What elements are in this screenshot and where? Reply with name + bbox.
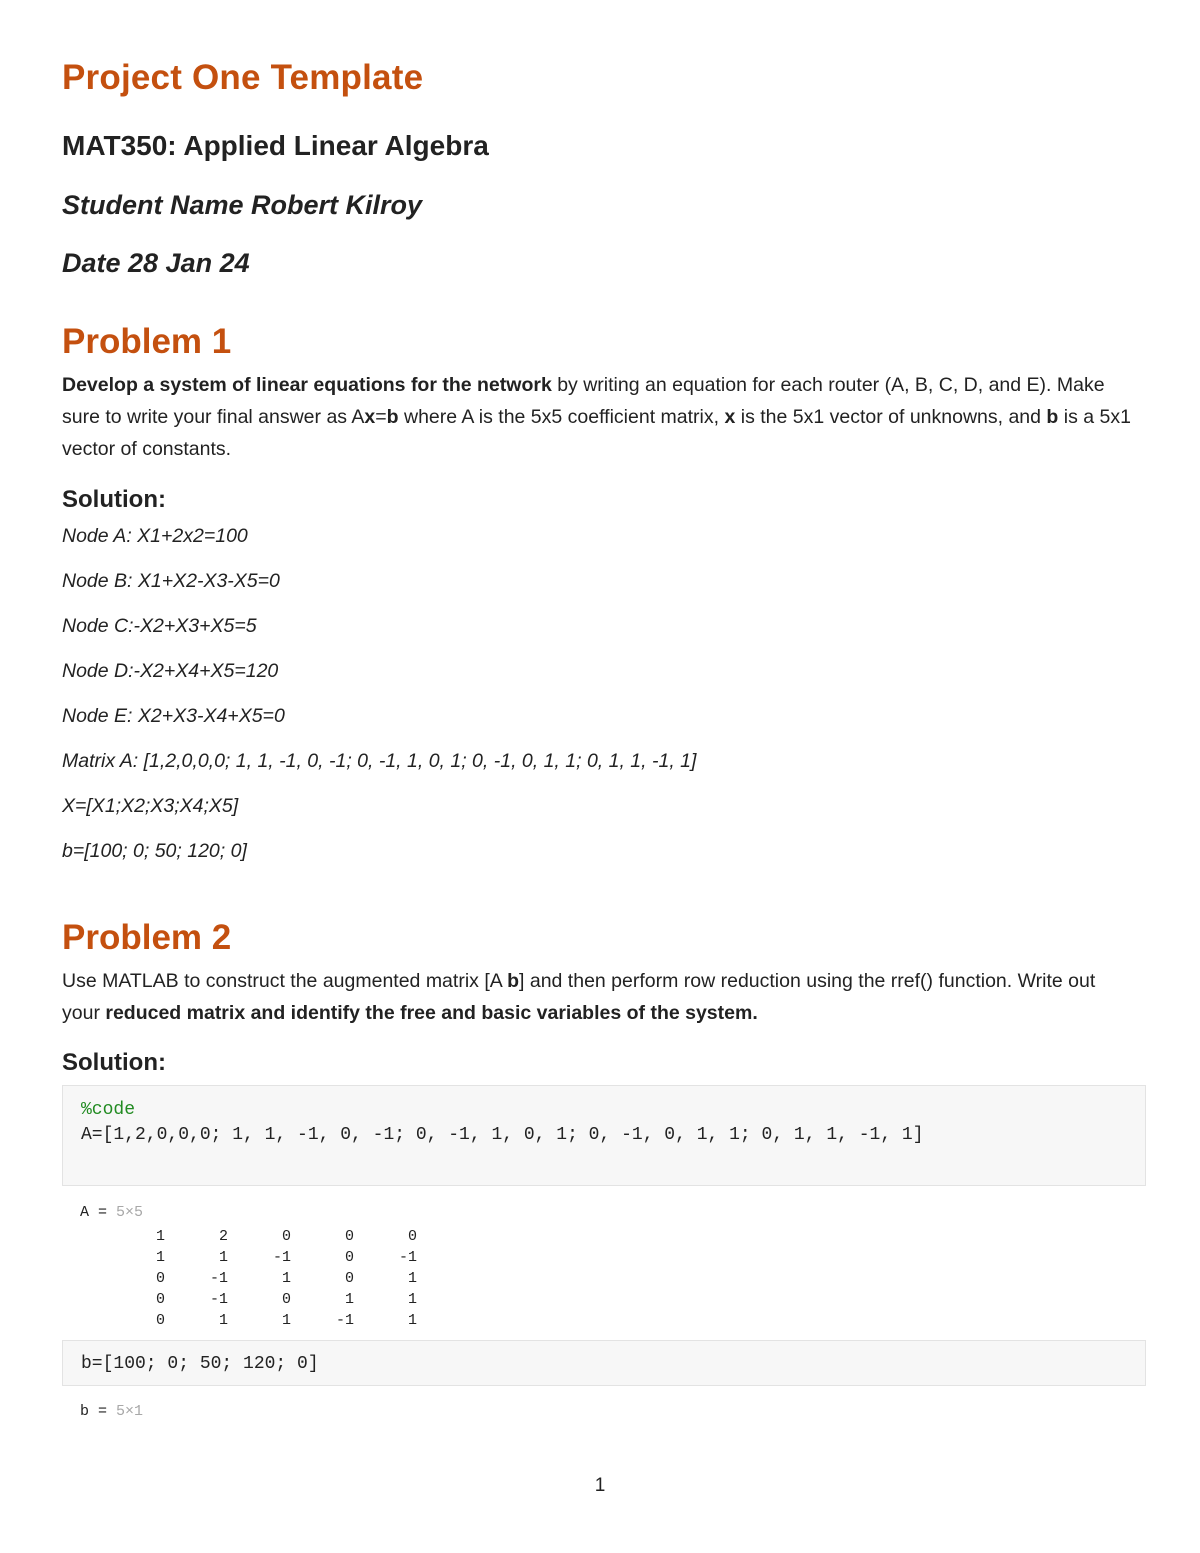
matrix-cell: 0 (155, 1270, 165, 1287)
code-cell-vector-b[interactable] (62, 1340, 1146, 1386)
solution-line-x-vector: X=[X1;X2;X3;X4;X5] (62, 795, 239, 817)
matrix-cell: 1 (407, 1291, 417, 1308)
matrix-cell: 0 (281, 1228, 291, 1245)
solution-line-matrix-a: Matrix A: [1,2,0,0,0; 1, 1, -1, 0, -1; 0, -1, 1, 0, 1; 0, -1, 0, 1, 1; 0, 1, 1, -1, 1] (62, 750, 697, 772)
prompt-emphasis: b (507, 970, 520, 992)
matrix-cell: 1 (407, 1312, 417, 1329)
code-comment: %code (81, 1100, 136, 1120)
problem-2-solution-label: Solution: (62, 1049, 166, 1076)
problem-1-prompt (62, 369, 1132, 465)
matrix-cell: 1 (281, 1312, 291, 1329)
matrix-cell: 1 (281, 1270, 291, 1287)
output-b-label (80, 1403, 143, 1420)
prompt-emphasis: b (386, 406, 399, 428)
code-line: b=[100; 0; 50; 120; 0] (81, 1354, 319, 1374)
matrix-cell: -1 (209, 1291, 228, 1308)
matrix-cell: 0 (407, 1228, 417, 1245)
matrix-cell: 1 (218, 1312, 228, 1329)
matrix-cell: -1 (398, 1249, 417, 1266)
matrix-cell: 0 (344, 1270, 354, 1287)
solution-line-b-vector: b=[100; 0; 50; 120; 0] (62, 840, 247, 862)
matrix-cell: 1 (155, 1249, 165, 1266)
problem-1-solution-label: Solution: (62, 486, 166, 513)
prompt-emphasis: x (364, 406, 376, 428)
matrix-cell: 1 (407, 1270, 417, 1287)
document-title: Project One Template (62, 58, 424, 97)
course-title: MAT350: Applied Linear Algebra (62, 130, 489, 161)
prompt-text: ] and then perform row reduction using the rref() function. Write out your (62, 970, 1096, 1024)
solution-line-node-b: Node B: X1+X2-X3-X5=0 (62, 570, 280, 592)
solution-line-node-c: Node C:-X2+X3+X5=5 (62, 615, 257, 637)
problem-2-heading: Problem 2 (62, 918, 232, 957)
prompt-text: by writing an equation for each router (A, B, C, D, and E). Make sure to write your final answer as A (62, 374, 1105, 428)
prompt-emphasis: b (1046, 406, 1059, 428)
matrix-cell: -1 (272, 1249, 291, 1266)
prompt-emphasis: reduced matrix and identify the free and basic variables of the system. (105, 1002, 758, 1024)
matrix-row (102, 1226, 417, 1247)
matrix-cell: 0 (155, 1312, 165, 1329)
output-variable-name: A = (80, 1204, 117, 1221)
prompt-text: Use MATLAB to construct the augmented matrix [A (62, 970, 508, 992)
document-date: Date 28 Jan 24 (62, 248, 250, 278)
solution-line-node-e: Node E: X2+X3-X4+X5=0 (62, 705, 285, 727)
prompt-text: is a 5x1 vector of constants. (62, 406, 1131, 460)
matrix-cell: 0 (344, 1249, 354, 1266)
output-size: 5×1 (116, 1403, 144, 1420)
output-a-label (80, 1204, 143, 1221)
matrix-a-output (102, 1226, 417, 1331)
prompt-text: = (375, 406, 387, 428)
matrix-cell: -1 (209, 1270, 228, 1287)
matrix-cell: 1 (155, 1228, 165, 1245)
matrix-cell: 2 (218, 1228, 228, 1245)
matrix-cell: 1 (218, 1249, 228, 1266)
prompt-emphasis: Develop a system of linear equations for the network (62, 374, 552, 396)
page-number: 1 (594, 1475, 606, 1496)
matrix-row (102, 1268, 417, 1289)
matrix-row (102, 1247, 417, 1268)
student-name: Student Name Robert Kilroy (62, 190, 423, 220)
code-line: A=[1,2,0,0,0; 1, 1, -1, 0, -1; 0, -1, 1, 0, 1; 0, -1, 0, 1, 1; 0, 1, 1, -1, 1] (81, 1125, 924, 1145)
output-variable-name: b = (80, 1403, 117, 1420)
matrix-cell: -1 (335, 1312, 354, 1329)
prompt-emphasis: x (724, 406, 736, 428)
prompt-text: is the 5x1 vector of unknowns, and (735, 406, 1047, 428)
code-cell-matrix-a[interactable] (62, 1085, 1146, 1186)
matrix-cell: 0 (281, 1291, 291, 1308)
matrix-cell: 0 (155, 1291, 165, 1308)
problem-1-heading: Problem 1 (62, 322, 232, 361)
matrix-cell: 1 (344, 1291, 354, 1308)
prompt-text: where A is the 5x5 coefficient matrix, (398, 406, 725, 428)
output-size: 5×5 (116, 1204, 144, 1221)
matrix-row (102, 1289, 417, 1310)
matrix-row (102, 1310, 417, 1331)
problem-2-prompt (62, 965, 1132, 1029)
solution-line-node-d: Node D:-X2+X4+X5=120 (62, 660, 279, 682)
solution-line-node-a: Node A: X1+2x2=100 (62, 525, 248, 547)
matrix-cell: 0 (344, 1228, 354, 1245)
